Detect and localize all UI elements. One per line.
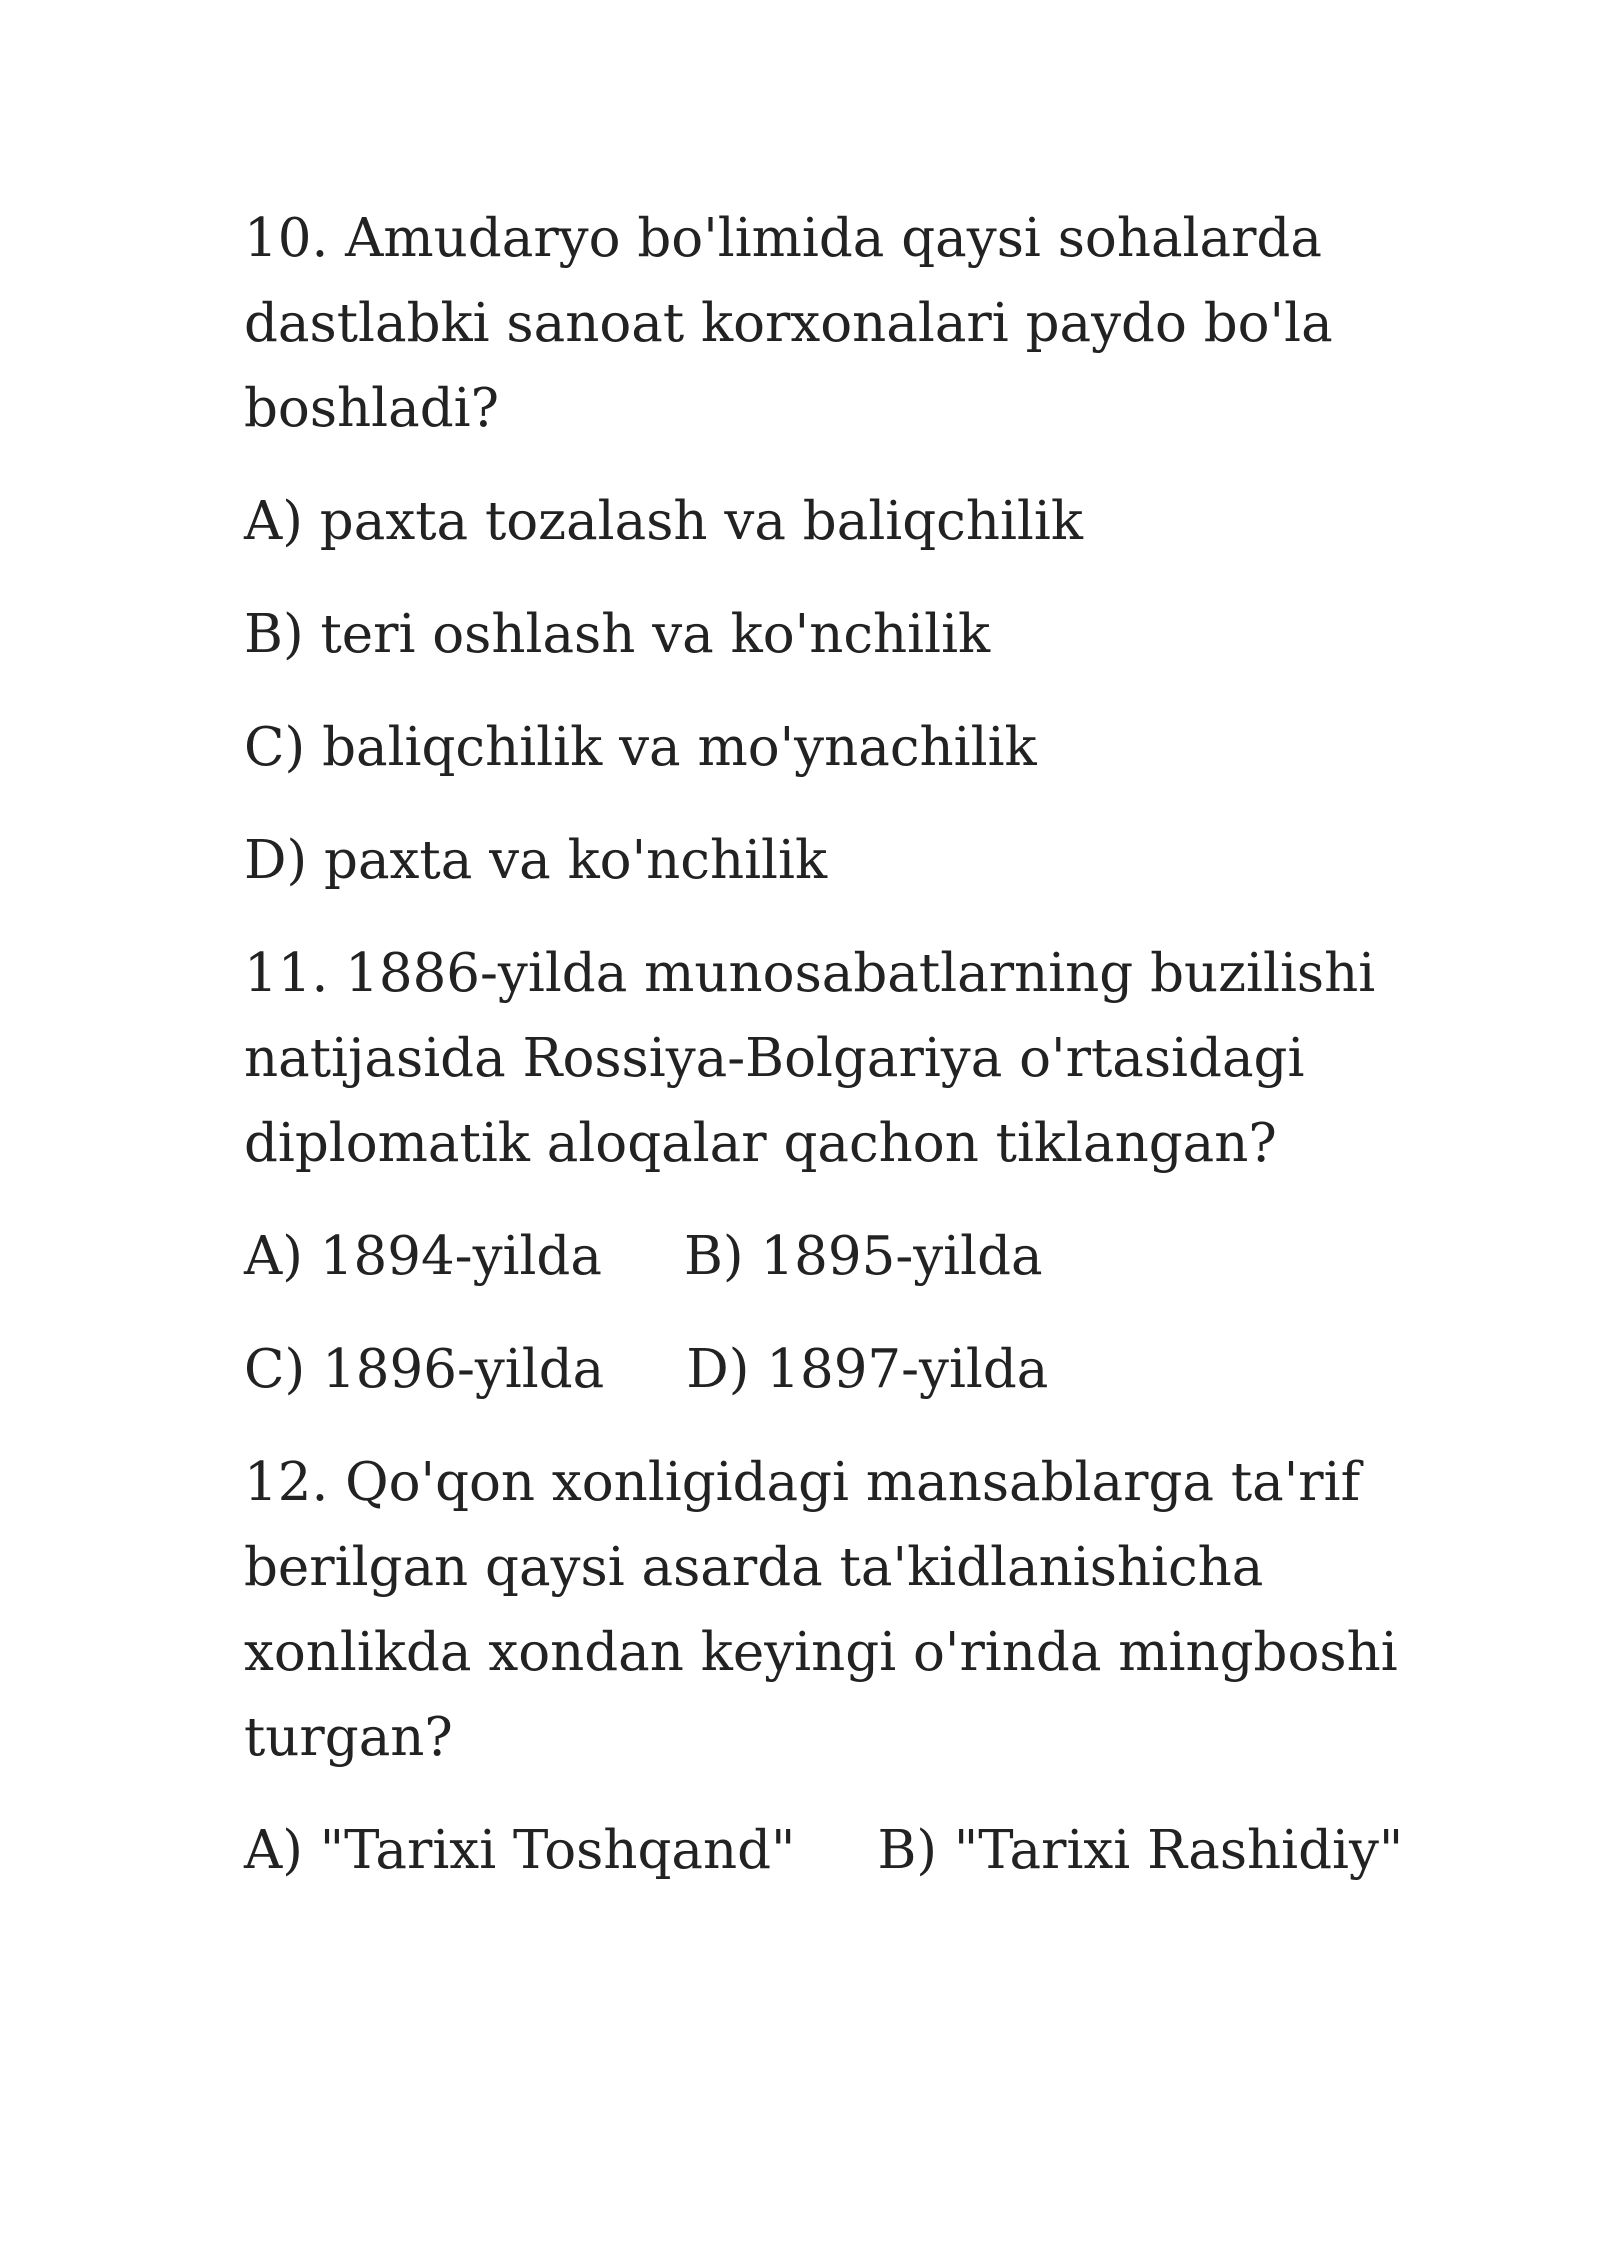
question-12-option-a: A) "Tarixi Toshqand" (244, 1820, 796, 1881)
question-11-option-d: D) 1897-yilda (686, 1339, 1049, 1400)
question-12-option-b: B) "Tarixi Rashidiy" (877, 1820, 1404, 1881)
question-10-block (244, 196, 1424, 903)
question-10-option-c: C) baliqchilik va mo'ynachilik (244, 717, 1037, 778)
question-12-block (244, 1440, 1424, 1893)
question-10-option-a: A) paxta tozalash va baliqchilik (244, 491, 1083, 552)
question-11-block (244, 931, 1424, 1412)
question-12-options-row (244, 1808, 1424, 1893)
question-11-option-b: B) 1895-yilda (683, 1226, 1043, 1287)
question-12-text: 12. Qo'qon xonligidagi mansablarga ta'rif berilgan qaysi asarda ta'kidlanishicha xonlikda xondan keyingi o'rinda mingboshi turgan? (244, 1452, 1398, 1768)
question-10-option-d: D) paxta va ko'nchilik (244, 830, 828, 891)
question-10-text: 10. Amudaryo bo'limida qaysi sohalarda dastlabki sanoat korxonalari paydo bo'la boshladi? (244, 208, 1333, 439)
question-11-options-row-1 (244, 1214, 1424, 1299)
quiz-page (244, 196, 1424, 1893)
question-11-text: 11. 1886-yilda munosabatlarning buzilishi natijasida Rossiya-Bolgariya o'rtasidagi diplomatik aloqalar qachon tiklangan? (244, 943, 1376, 1174)
question-11-option-c: C) 1896-yilda (244, 1339, 605, 1400)
question-10-option-b: B) teri oshlash va ko'nchilik (244, 604, 991, 665)
question-11-option-a: A) 1894-yilda (244, 1226, 602, 1287)
question-11-options-row-2 (244, 1327, 1424, 1412)
